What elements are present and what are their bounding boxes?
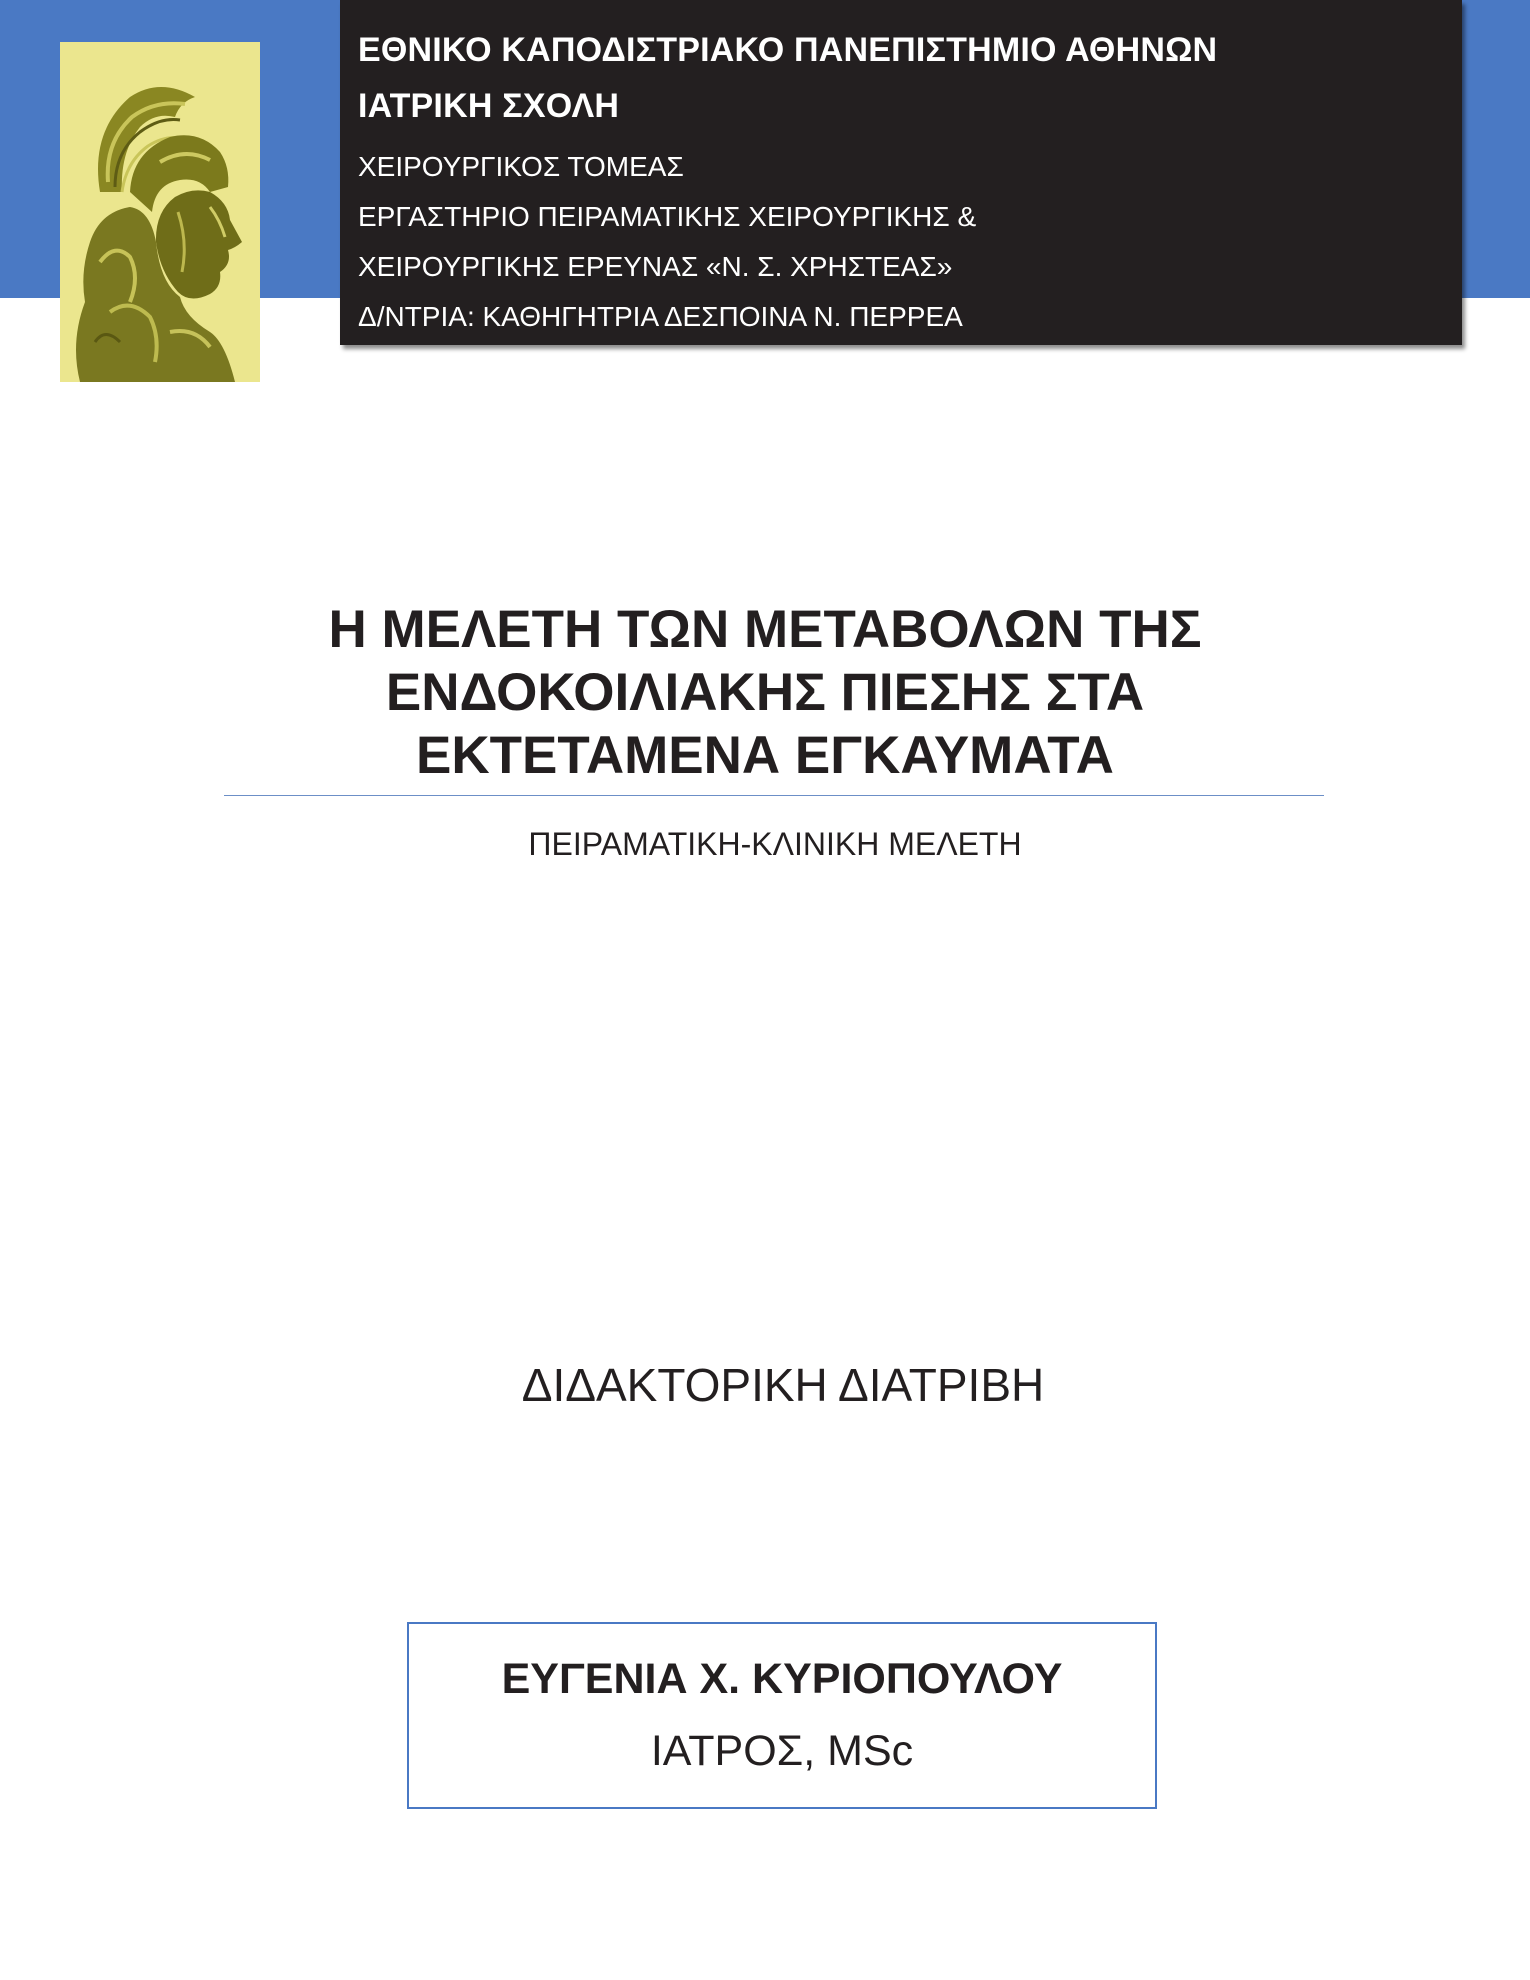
school-name: ΙΑΤΡΙΚΗ ΣΧΟΛΗ (358, 87, 620, 125)
author-name: ΕΥΓΕΝΙΑ Χ. ΚΥΡΙΟΠΟΥΛΟΥ (501, 1655, 1063, 1703)
thesis-title-line1: Η ΜΕΛΕΤΗ ΤΩΝ ΜΕΤΑΒΟΛΩΝ ΤΗΣ (328, 600, 1202, 659)
university-logo (60, 42, 260, 382)
department-name: ΧΕΙΡΟΥΡΓΙΚΟΣ ΤΟΜΕΑΣ (358, 151, 684, 182)
institution-header (340, 0, 1462, 345)
university-name: ΕΘΝΙΚΟ ΚΑΠΟΔΙΣΤΡΙΑΚΟ ΠΑΝΕΠΙΣΤΗΜΙΟ ΑΘΗΝΩΝ (358, 31, 1218, 69)
thesis-title-line2: ΕΝΔΟΚΟΙΛΙΑΚΗΣ ΠΙΕΣΗΣ ΣΤΑ (385, 663, 1145, 722)
athena-head-icon (60, 42, 260, 382)
lab-name-line1: ΕΡΓΑΣΤΗΡΙΟ ΠΕΙΡΑΜΑΤΙΚΗΣ ΧΕΙΡΟΥΡΓΙΚΗΣ & (358, 201, 977, 232)
thesis-subtitle: ΠΕΙΡΑΜΑΤΙΚΗ-ΚΛΙΝΙΚΗ ΜΕΛΕΤΗ (528, 826, 1022, 862)
lab-director: Δ/ΝΤΡΙΑ: ΚΑΘΗΓΗΤΡΙΑ ΔΕΣΠΟΙΝΑ Ν. ΠΕΡΡΕΑ (358, 301, 963, 332)
thesis-title (180, 598, 1350, 787)
title-divider (224, 795, 1324, 796)
lab-name-line2: ΧΕΙΡΟΥΡΓΙΚΗΣ ΕΡΕΥΝΑΣ «Ν. Σ. ΧΡΗΣΤΕΑΣ» (358, 251, 953, 282)
author-title: ΙΑΤΡΟΣ, MSc (650, 1727, 914, 1775)
thesis-title-line3: ΕΚΤΕΤΑΜΕΝΑ ΕΓΚΑΥΜΑΤΑ (416, 726, 1114, 785)
document-type: ΔΙΔΑΚΤΟΡΙΚΗ ΔΙΑΤΡΙΒΗ (521, 1359, 1045, 1411)
author-box (407, 1622, 1157, 1809)
